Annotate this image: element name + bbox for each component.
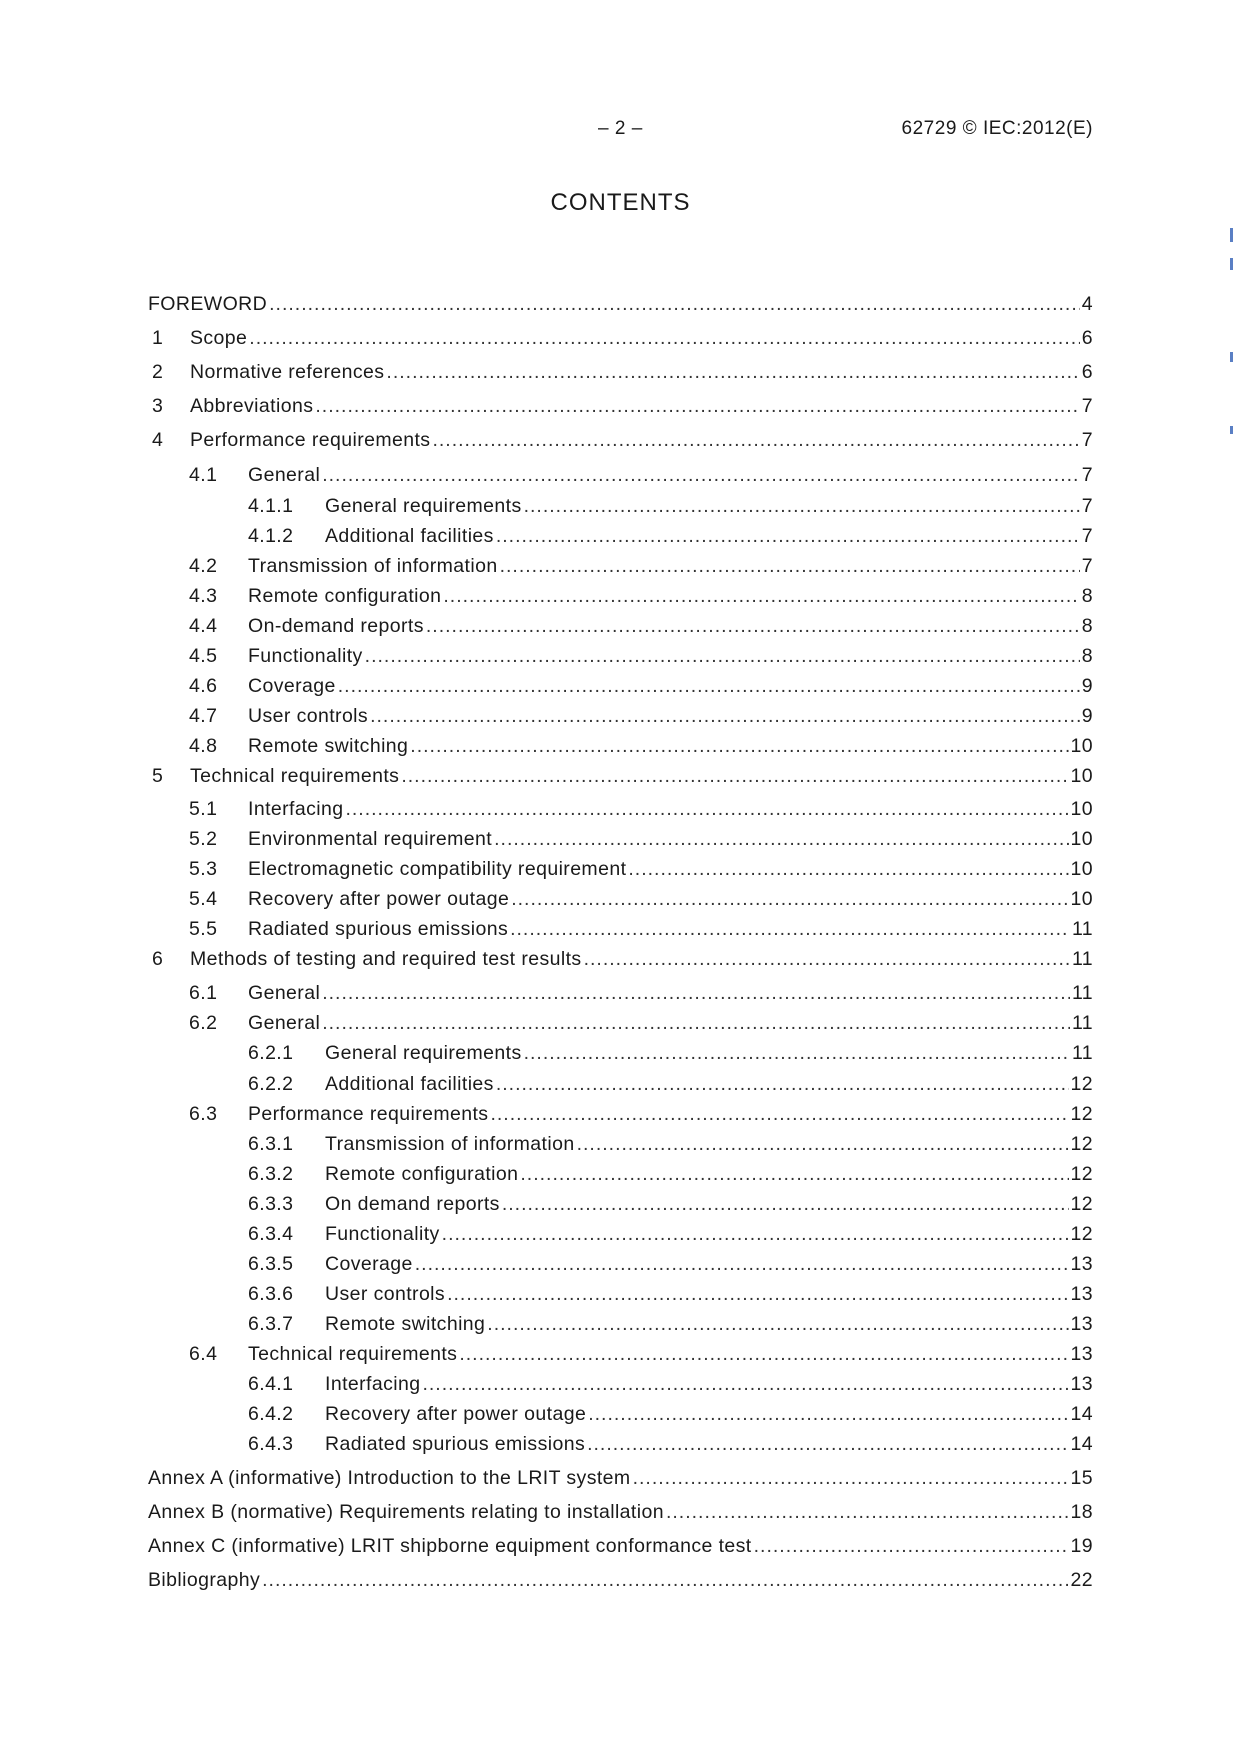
toc-entry[interactable] (148, 1191, 1093, 1217)
toc-entry-page: 13 (1070, 1343, 1093, 1365)
toc-entry[interactable] (148, 1221, 1093, 1247)
dot-leader (520, 1161, 1068, 1187)
dot-leader (370, 703, 1080, 729)
toc-entry-number: 6.3.5 (248, 1253, 294, 1275)
toc-entry-page: 13 (1070, 1283, 1093, 1305)
toc-entry-page: 8 (1081, 645, 1093, 667)
toc-entry-page: 10 (1070, 858, 1093, 880)
dot-leader (426, 613, 1080, 639)
toc-entry-number: 6.4.1 (248, 1373, 294, 1395)
toc-entry-number: 6.3.4 (248, 1223, 294, 1245)
toc-entry-title: Technical requirements (248, 1343, 458, 1365)
dot-leader (262, 1567, 1068, 1593)
dot-leader (401, 763, 1068, 789)
toc-entry-number: 6.4.2 (248, 1403, 294, 1425)
toc-entry-number: 3 (152, 395, 164, 417)
toc-entry-number: 5.1 (189, 798, 218, 820)
toc-entry[interactable] (148, 1281, 1093, 1307)
toc-entry-page: 19 (1070, 1535, 1093, 1557)
dot-leader (315, 393, 1079, 419)
toc-entry[interactable] (148, 553, 1093, 579)
toc-entry-page: 6 (1081, 361, 1093, 383)
toc-entry-title: Remote configuration (248, 585, 442, 607)
scan-artifact (1230, 426, 1233, 434)
toc-entry-title: Performance requirements (190, 429, 431, 451)
toc-entry-number: 4.3 (189, 585, 218, 607)
toc-entry-number: 2 (152, 361, 164, 383)
dot-leader (666, 1499, 1069, 1525)
toc-entry-title: Annex B (normative) Requirements relating to installation (148, 1501, 664, 1523)
toc-entry[interactable] (148, 493, 1093, 519)
toc-entry-page: 12 (1070, 1073, 1093, 1095)
dot-leader (459, 1341, 1068, 1367)
toc-entry-number: 5.3 (189, 858, 218, 880)
dot-leader (322, 1010, 1070, 1036)
toc-entry-page: 8 (1081, 585, 1093, 607)
toc-entry-title: Recovery after power outage (248, 888, 510, 910)
toc-entry-number: 6.3 (189, 1103, 218, 1125)
toc-entry-number: 6.3.6 (248, 1283, 294, 1305)
dot-leader (496, 1071, 1069, 1097)
dot-leader (524, 1040, 1070, 1066)
toc-entry-page: 10 (1070, 828, 1093, 850)
toc-entry[interactable] (148, 1071, 1093, 1097)
toc-entry-page: 15 (1070, 1467, 1093, 1489)
toc-entry-page: 4 (1081, 293, 1093, 315)
toc-entry-number: 4.7 (189, 705, 218, 727)
dot-leader (587, 1431, 1068, 1457)
scan-artifact (1230, 258, 1233, 270)
toc-entry-number: 6.3.1 (248, 1133, 294, 1155)
toc-entry[interactable] (148, 1040, 1093, 1066)
toc-entry[interactable] (148, 1401, 1093, 1427)
toc-entry-number: 6.1 (189, 982, 218, 1004)
toc-entry[interactable] (148, 826, 1093, 852)
toc-entry-number: 5.5 (189, 918, 218, 940)
toc-entry-title: General requirements (325, 495, 522, 517)
toc-entry[interactable] (148, 673, 1093, 699)
toc-entry[interactable] (148, 1341, 1093, 1367)
toc-entry-title: Additional facilities (325, 1073, 494, 1095)
toc-entry-page: 18 (1070, 1501, 1093, 1523)
dot-leader (365, 643, 1080, 669)
dot-leader (524, 493, 1080, 519)
toc-entry-page: 11 (1071, 1042, 1093, 1064)
toc-entry-number: 4.8 (189, 735, 218, 757)
toc-entry[interactable] (148, 1371, 1093, 1397)
toc-entry-page: 12 (1070, 1163, 1093, 1185)
toc-entry-title: Remote configuration (325, 1163, 519, 1185)
toc-entry[interactable] (148, 523, 1093, 549)
dot-leader (584, 946, 1070, 972)
toc-entry-title: Interfacing (248, 798, 344, 820)
toc-entry-title: Methods of testing and required test results (190, 948, 582, 970)
toc-entry-title: Coverage (325, 1253, 413, 1275)
toc-entry-page: 9 (1081, 705, 1093, 727)
toc-entry-page: 7 (1081, 495, 1093, 517)
toc-entry-title: On-demand reports (248, 615, 424, 637)
toc-entry-title: Functionality (325, 1223, 440, 1245)
dot-leader (338, 673, 1080, 699)
table-of-contents (148, 0, 1093, 1754)
dot-leader (410, 733, 1068, 759)
toc-entry-number: 4.1.1 (248, 495, 294, 517)
toc-entry-title: Remote switching (325, 1313, 486, 1335)
dot-leader (322, 980, 1070, 1006)
dot-leader (633, 1465, 1069, 1491)
toc-entry[interactable] (148, 1567, 1093, 1593)
toc-entry[interactable] (148, 359, 1093, 385)
toc-entry-number: 6.2.1 (248, 1042, 294, 1064)
toc-entry-page: 10 (1070, 735, 1093, 757)
toc-entry-page: 7 (1081, 429, 1093, 451)
toc-entry-page: 13 (1070, 1373, 1093, 1395)
toc-entry-number: 4.4 (189, 615, 218, 637)
toc-entry-number: 5.2 (189, 828, 218, 850)
toc-entry-number: 4.1 (189, 464, 218, 486)
toc-entry[interactable] (148, 1431, 1093, 1457)
toc-entry-number: 1 (152, 327, 164, 349)
toc-entry-page: 22 (1070, 1569, 1093, 1591)
toc-entry[interactable] (148, 1101, 1093, 1127)
dot-leader (577, 1131, 1069, 1157)
toc-entry-title: Abbreviations (190, 395, 314, 417)
toc-entry-page: 13 (1070, 1253, 1093, 1275)
toc-entry-title: Radiated spurious emissions (248, 918, 509, 940)
toc-entry-title: User controls (325, 1283, 446, 1305)
toc-entry-title: Environmental requirement (248, 828, 493, 850)
dot-leader (345, 796, 1068, 822)
toc-entry-title: Functionality (248, 645, 363, 667)
toc-entry-page: 11 (1071, 1012, 1093, 1034)
toc-entry-title: Normative references (190, 361, 385, 383)
toc-entry-title: User controls (248, 705, 369, 727)
dot-leader (754, 1533, 1069, 1559)
dot-leader (500, 553, 1080, 579)
dot-leader (432, 427, 1079, 453)
dot-leader (442, 1221, 1069, 1247)
toc-entry-title: Coverage (248, 675, 336, 697)
dot-leader (490, 1101, 1068, 1127)
toc-entry-page: 12 (1070, 1133, 1093, 1155)
dot-leader (415, 1251, 1069, 1277)
dot-leader (487, 1311, 1068, 1337)
document-reference: 62729 © IEC:2012(E) (901, 118, 1093, 139)
toc-entry-title: Remote switching (248, 735, 409, 757)
toc-entry-title: Annex C (informative) LRIT shipborne equipment conformance test (148, 1535, 752, 1557)
toc-entry-number: 6.2 (189, 1012, 218, 1034)
toc-entry-page: 6 (1081, 327, 1093, 349)
toc-entry-page: 11 (1071, 918, 1093, 940)
dot-leader (496, 523, 1080, 549)
toc-entry-number: 4.6 (189, 675, 218, 697)
toc-entry-title: General requirements (325, 1042, 522, 1064)
toc-entry-number: 6.4 (189, 1343, 218, 1365)
dot-leader (494, 826, 1068, 852)
toc-entry[interactable] (148, 1499, 1093, 1525)
toc-entry-page: 10 (1070, 765, 1093, 787)
toc-entry-title: Electromagnetic compatibility requirement (248, 858, 627, 880)
toc-entry[interactable] (148, 462, 1093, 488)
dot-leader (628, 856, 1068, 882)
dot-leader (447, 1281, 1068, 1307)
toc-entry[interactable] (148, 393, 1093, 419)
toc-entry-number: 6.2.2 (248, 1073, 294, 1095)
toc-entry-title: General (248, 1012, 321, 1034)
toc-entry-page: 7 (1081, 464, 1093, 486)
toc-entry-title: FOREWORD (148, 293, 268, 315)
toc-entry-number: 4.1.2 (248, 525, 294, 547)
toc-entry-title: Performance requirements (248, 1103, 489, 1125)
toc-entry-title: General (248, 464, 321, 486)
toc-entry[interactable] (148, 796, 1093, 822)
toc-entry[interactable] (148, 1533, 1093, 1559)
toc-entry[interactable] (148, 1010, 1093, 1036)
toc-entry-page: 10 (1070, 798, 1093, 820)
toc-entry-number: 6.4.3 (248, 1433, 294, 1455)
scan-artifact (1230, 228, 1233, 242)
toc-entry[interactable] (148, 325, 1093, 351)
toc-entry-number: 4.2 (189, 555, 218, 577)
toc-entry-page: 10 (1070, 888, 1093, 910)
dot-leader (269, 291, 1080, 317)
toc-entry-title: Annex A (informative) Introduction to the LRIT system (148, 1467, 631, 1489)
toc-entry-number: 4 (152, 429, 164, 451)
toc-entry-page: 12 (1070, 1193, 1093, 1215)
dot-leader (322, 462, 1080, 488)
toc-entry-page: 7 (1081, 555, 1093, 577)
toc-entry[interactable] (148, 856, 1093, 882)
dot-leader (443, 583, 1079, 609)
toc-entry-number: 6.3.2 (248, 1163, 294, 1185)
toc-entry-page: 8 (1081, 615, 1093, 637)
scan-artifact (1230, 352, 1233, 362)
toc-entry-title: Transmission of information (248, 555, 498, 577)
toc-entry[interactable] (148, 291, 1093, 317)
page-number: – 2 – (598, 118, 643, 139)
toc-entry-number: 6.3.7 (248, 1313, 294, 1335)
dot-leader (249, 325, 1079, 351)
toc-entry-number: 6.3.3 (248, 1193, 294, 1215)
toc-entry-page: 11 (1071, 948, 1093, 970)
toc-entry-page: 14 (1070, 1433, 1093, 1455)
dot-leader (511, 886, 1068, 912)
toc-entry-page: 7 (1081, 395, 1093, 417)
toc-entry[interactable] (148, 613, 1093, 639)
toc-entry-number: 5 (152, 765, 164, 787)
toc-entry[interactable] (148, 1311, 1093, 1337)
toc-entry-title: Recovery after power outage (325, 1403, 587, 1425)
toc-entry[interactable] (148, 583, 1093, 609)
toc-entry[interactable] (148, 703, 1093, 729)
toc-entry[interactable] (148, 643, 1093, 669)
toc-entry-page: 9 (1081, 675, 1093, 697)
toc-entry[interactable] (148, 946, 1093, 972)
toc-entry-page: 7 (1081, 525, 1093, 547)
dot-leader (510, 916, 1070, 942)
toc-entry-title: Additional facilities (325, 525, 494, 547)
toc-entry[interactable] (148, 763, 1093, 789)
toc-entry[interactable] (148, 916, 1093, 942)
toc-entry-title: Radiated spurious emissions (325, 1433, 586, 1455)
toc-entry-number: 4.5 (189, 645, 218, 667)
toc-entry[interactable] (148, 1161, 1093, 1187)
toc-entry[interactable] (148, 427, 1093, 453)
dot-leader (386, 359, 1079, 385)
toc-entry-title: Bibliography (148, 1569, 261, 1591)
toc-entry-page: 12 (1070, 1103, 1093, 1125)
toc-entry-title: Interfacing (325, 1373, 421, 1395)
toc-entry-page: 12 (1070, 1223, 1093, 1245)
toc-entry[interactable] (148, 733, 1093, 759)
toc-entry-title: On demand reports (325, 1193, 500, 1215)
contents-title: CONTENTS (550, 189, 691, 216)
toc-entry[interactable] (148, 886, 1093, 912)
toc-entry[interactable] (148, 1465, 1093, 1491)
toc-entry-title: Transmission of information (325, 1133, 575, 1155)
toc-entry-number: 6 (152, 948, 164, 970)
toc-entry-page: 13 (1070, 1313, 1093, 1335)
dot-leader (422, 1371, 1068, 1397)
toc-entry-title: Scope (190, 327, 248, 349)
toc-entry-page: 11 (1071, 982, 1093, 1004)
dot-leader (502, 1191, 1069, 1217)
toc-entry-title: Technical requirements (190, 765, 400, 787)
dot-leader (588, 1401, 1068, 1427)
toc-entry-number: 5.4 (189, 888, 218, 910)
toc-entry-page: 14 (1070, 1403, 1093, 1425)
toc-entry[interactable] (148, 1251, 1093, 1277)
toc-entry[interactable] (148, 980, 1093, 1006)
toc-entry[interactable] (148, 1131, 1093, 1157)
toc-entry-title: General (248, 982, 321, 1004)
